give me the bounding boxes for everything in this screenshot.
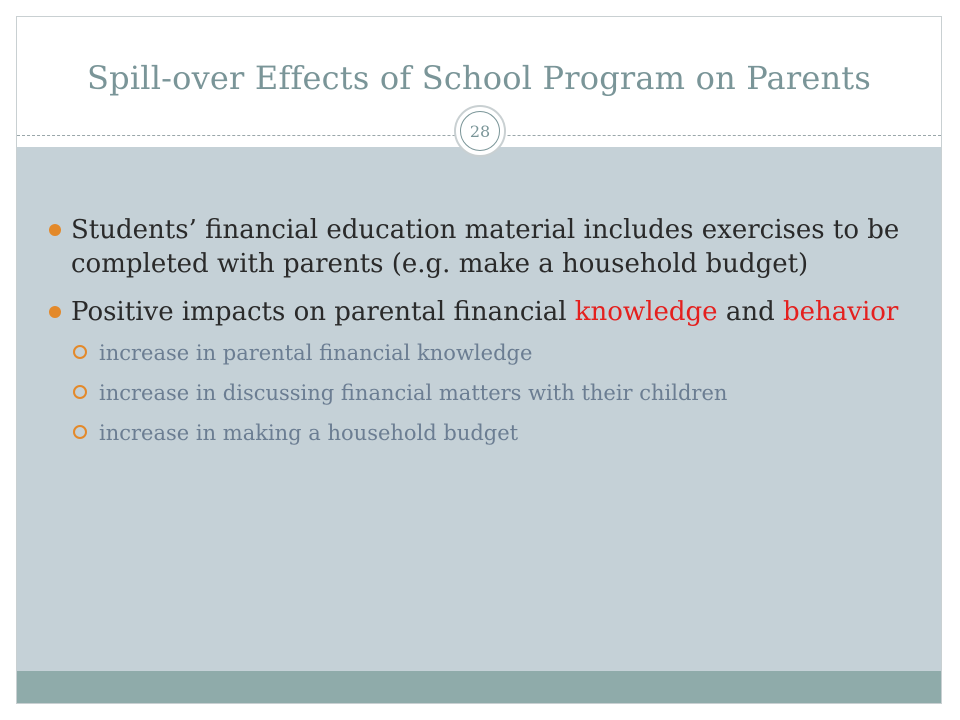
bullet-list [45, 213, 925, 467]
footer-band [17, 671, 941, 703]
bullet-text-part: Positive impacts on parental financial [71, 297, 575, 327]
bullet-item [45, 295, 925, 453]
sub-bullet-text: increase in making a household budget [99, 421, 519, 445]
sub-bullet-icon [73, 425, 87, 439]
sub-bullet-icon [73, 385, 87, 399]
sub-bullet-text: increase in discussing financial matters with their children [99, 381, 728, 405]
sub-bullet-text: increase in parental financial knowledge [99, 341, 533, 365]
sub-bullet-list [71, 333, 925, 453]
slide-title: Spill-over Effects of School Program on Parents [87, 59, 871, 97]
bullet-icon [49, 306, 61, 318]
bullet-text-part: and [717, 297, 783, 327]
sub-bullet-item [71, 413, 925, 453]
highlight-behavior: behavior [783, 297, 899, 327]
sub-bullet-icon [73, 345, 87, 359]
page-number-badge [454, 105, 506, 157]
bullet-text: Students’ financial education material includes exercises to be completed with parents (e.g. make a household budget) [71, 215, 900, 279]
highlight-knowledge: knowledge [574, 297, 718, 327]
bullet-item [45, 213, 925, 281]
slide [16, 16, 942, 704]
bullet-icon [49, 224, 61, 236]
page-number: 28 [460, 111, 500, 151]
sub-bullet-item [71, 333, 925, 373]
sub-bullet-item [71, 373, 925, 413]
